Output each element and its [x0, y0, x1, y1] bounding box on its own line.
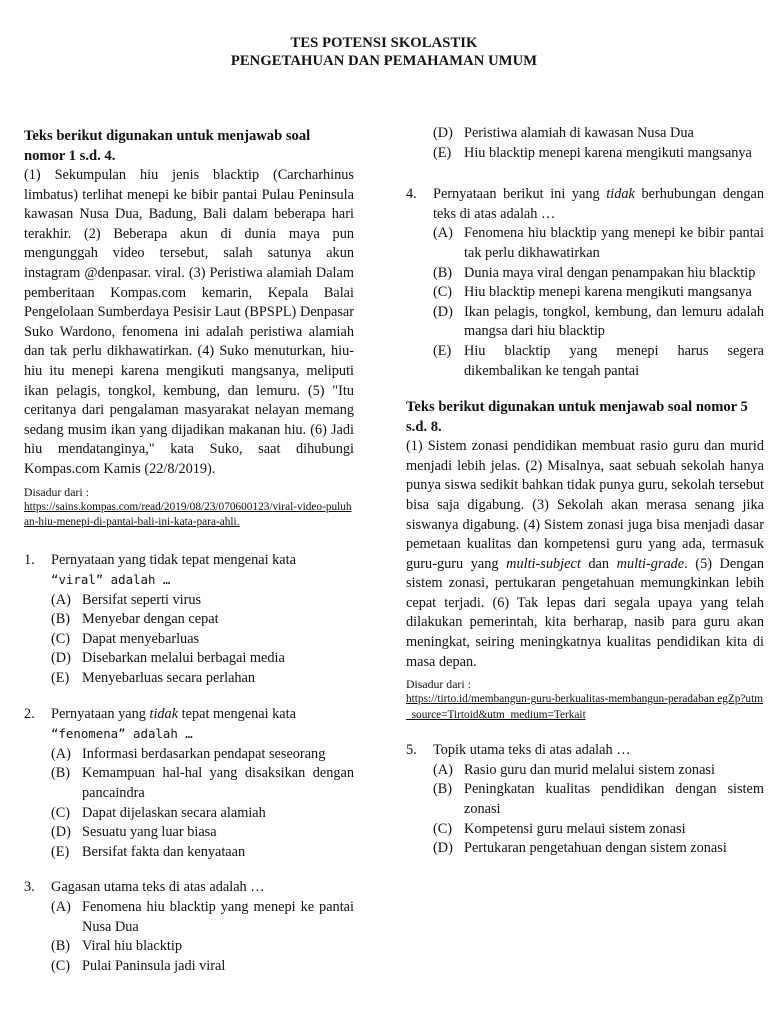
option-text: Dapat dijelaskan secara alamiah: [82, 804, 266, 821]
stem-text-2: “viral” adalah …: [51, 572, 171, 588]
question-stem: [433, 185, 764, 224]
option-letter: (A): [433, 761, 453, 778]
option-text: Dunia maya viral dengan penampakan hiu blacktip: [464, 264, 756, 281]
option-text: Sesuatu yang luar biasa: [82, 824, 217, 841]
option-letter: (C): [51, 804, 71, 821]
right-column: [406, 126, 764, 859]
option-c[interactable]: [24, 630, 354, 650]
option-letter: (A): [51, 591, 71, 608]
option-text: Pertukaran pengetahuan dengan sistem zonasi: [464, 840, 727, 857]
option-a[interactable]: [406, 224, 764, 263]
question-number: 5.: [406, 742, 417, 759]
section-2-source-link[interactable]: https://tirto.id/membangun-guru-berkualitas-membangun-peradaban egZp?utm_source=Tirtoid&utm_medium=Terkait: [406, 693, 764, 721]
section-2: [406, 397, 764, 723]
option-b[interactable]: [406, 264, 764, 284]
option-a[interactable]: [406, 761, 764, 781]
option-letter: (B): [51, 765, 71, 782]
option-letter: (B): [51, 611, 71, 628]
option-letter: (D): [433, 840, 453, 857]
option-text: Fenomena hiu blacktip yang menepi ke pantai Nusa Dua: [82, 899, 354, 935]
option-d[interactable]: [406, 303, 764, 342]
option-text: Menyebar dengan cepat: [82, 611, 219, 628]
left-column: [24, 126, 354, 976]
section-2-text: [406, 437, 764, 672]
stem-text-2: tepat mengenai kata: [181, 705, 296, 722]
option-c[interactable]: [406, 283, 764, 303]
option-c[interactable]: [24, 804, 354, 824]
section-1-source-link[interactable]: https://sains.kompas.com/read/2019/08/23/070600123/viral-video-puluhan-hiu-menepi-di-pantai-bali-ini-kata-para-ahli.: [24, 500, 352, 528]
section-2-title: Teks berikut digunakan untuk menjawab soal nomor 5 s.d. 8.: [406, 399, 748, 436]
section-2-emphasis: multi-subject: [506, 555, 581, 572]
option-text: Hiu blacktip menepi karena mengikuti mangsanya: [464, 144, 752, 161]
section-2-text-part: (1) Sistem zonasi pendidikan membuat rasio guru dan murid menjadi lebih jelas. (2) Misalnya, saat sebuah sekolah hanya punya siswa sedikit bahkan tidak punya guru, sekolah tersebut bisa saja digabung. (3) Sekolah akan merasa senang jika siswanya digabung. (4) Sistem zonasi juga bisa menjadi dasar pemetaan kualitas dan kompetensi guru yang ada, termasuk guru-guru yang: [406, 438, 764, 572]
section-2-text-part: . (5) Dengan sistem zonasi, pertukaran pengetahuan memungkinkan lebih cepat terjadi. (6) Tak lepas dari segala upaya yang telah dilakukan pemerintah, kita berharap, nasib para guru akan meningkat, seiring meningkatnya kualitas pendidikan kita di masa depan.: [406, 555, 765, 670]
option-letter: (B): [51, 938, 71, 955]
option-text: Rasio guru dan murid melalui sistem zonasi: [464, 761, 715, 778]
section-1-text: (1) Sekumpulan hiu jenis blacktip (Carcharhinus limbatus) terlihat menepi ke bibir pantai Pulau Peninsula kawasan Nusa Dua, Badung, Bali dalam beberapa hari terakhir. (2) Beberapa akun di dunia maya pun mengunggah video tersebut, salah satunya akun instagram @denpasar. viral. (3) Peristiwa alamiah Dalam pemberitaan Kompas.com kemarin, Kepala Balai Pengelolaan Sumberdaya Pesisir Laut (BPSPL) Denpasar Suko Wardono, fenomena ini adalah peristiwa alamiah dan tak perlu dikhawatirkan. (4) Suko menuturkan, hiu-hiu itu menepi karena mengikuti mangsanya, meliputi ikan pelagis, tongkol, kembung, dan lemuru. (5) "Itu ceritanya dari pengalaman masyarakat nelayan memang sedang musim ikan yang dijadikan makanan hiu. (6) Jadi hiu mendatanginya," kata Suko, saat dihubungi Kompas.com Kamis (22/8/2019).: [24, 167, 354, 477]
option-letter: (E): [433, 342, 452, 359]
option-a[interactable]: [24, 745, 354, 765]
section-2-text-part: dan: [588, 555, 610, 572]
option-letter: (C): [433, 284, 453, 301]
option-letter: (E): [51, 670, 70, 687]
option-e[interactable]: [24, 843, 354, 863]
option-letter: (C): [51, 957, 71, 974]
stem-emphasis: tidak: [606, 186, 635, 203]
title-line-1: TES POTENSI SKOLASTIK: [290, 35, 478, 51]
question-number: 4.: [406, 186, 417, 203]
option-letter: (A): [51, 745, 71, 762]
section-2-source-label: Disadur dari :: [406, 677, 471, 692]
question-number: 2.: [24, 705, 35, 722]
option-c[interactable]: [24, 957, 354, 977]
page-title: [0, 34, 768, 70]
option-text: Dapat menyebarluas: [82, 630, 200, 647]
option-c[interactable]: [406, 820, 764, 840]
option-d[interactable]: [24, 649, 354, 669]
option-b[interactable]: [24, 764, 354, 803]
option-text: Ikan pelagis, tongkol, kembung, dan lemuru adalah mangsa dari hiu blacktip: [464, 303, 764, 340]
stem-text: Pernyataan yang: [51, 705, 146, 722]
option-e[interactable]: [406, 144, 764, 164]
option-a[interactable]: [24, 898, 354, 937]
question-1: [24, 551, 354, 689]
option-text: Kemampuan hal-hal yang disaksikan dengan pancaindra: [82, 765, 354, 802]
question-5: [406, 741, 764, 859]
option-a[interactable]: [24, 591, 354, 611]
option-text: Bersifat seperti virus: [82, 591, 202, 608]
option-letter: (A): [433, 225, 453, 242]
section-2-emphasis: multi-grade: [616, 555, 685, 572]
option-text: Peristiwa alamiah di kawasan Nusa Dua: [464, 125, 694, 141]
stem-text: Pernyataan yang tidak tepat mengenai kata: [51, 551, 296, 568]
option-text: Kompetensi guru melaui sistem zonasi: [464, 820, 686, 837]
question-number: 1.: [24, 551, 35, 568]
option-letter: (E): [433, 144, 452, 161]
question-4: [406, 185, 764, 381]
section-1-title: Teks berikut digunakan untuk menjawab soal nomor 1 s.d. 4.: [24, 128, 311, 164]
option-letter: (D): [433, 303, 453, 320]
option-e[interactable]: [406, 342, 764, 381]
option-text: Bersifat fakta dan kenyataan: [82, 843, 246, 860]
question-3: [24, 878, 354, 976]
option-letter: (B): [433, 264, 453, 281]
option-b[interactable]: [24, 610, 354, 630]
option-e[interactable]: [24, 669, 354, 689]
option-text: Peningkatan kualitas pendidikan dengan sistem zonasi: [464, 781, 764, 818]
option-text: Menyebarluas secara perlahan: [82, 670, 256, 687]
question-2: [24, 705, 354, 863]
option-text: Fenomena hiu blacktip yang menepi ke bibir pantai tak perlu dikhawatirkan: [464, 225, 764, 261]
option-letter: (A): [51, 899, 71, 915]
stem-text-3: “fenomena” adalah …: [51, 726, 193, 742]
option-letter: (E): [51, 843, 70, 860]
option-b[interactable]: [406, 780, 764, 819]
option-letter: (D): [433, 125, 453, 141]
question-3-continued: [406, 124, 764, 163]
option-text: Informasi berdasarkan pendapat seseorang: [82, 745, 326, 762]
stem-text: Pernyataan berikut ini yang: [433, 186, 600, 203]
option-text: Hiu blacktip yang menepi harus segera dikembalikan ke tengah pantai: [464, 342, 764, 379]
title-line-2: PENGETAHUAN DAN PEMAHAMAN UMUM: [230, 53, 538, 69]
stem-text-2: berhubungan dengan teks di atas adalah …: [433, 186, 765, 222]
option-text: Hiu blacktip menepi karena mengikuti mangsanya: [464, 284, 752, 301]
question-stem: Gagasan utama teks di atas adalah …: [51, 879, 265, 896]
option-letter: (C): [433, 820, 453, 837]
option-letter: (B): [433, 781, 453, 798]
question-stem: [51, 551, 354, 591]
question-stem: [51, 705, 354, 745]
option-d[interactable]: [24, 823, 354, 843]
option-text: Disebarkan melalui berbagai media: [82, 650, 285, 667]
option-text: Pulai Paninsula jadi viral: [82, 957, 226, 974]
option-text: Viral hiu blacktip: [82, 938, 182, 955]
section-1-source-label: Disadur dari :: [24, 484, 89, 499]
option-letter: (D): [51, 650, 71, 667]
option-d[interactable]: [406, 839, 764, 859]
option-b[interactable]: [24, 937, 354, 957]
option-letter: (D): [51, 824, 71, 841]
option-letter: (C): [51, 630, 71, 647]
question-stem: Topik utama teks di atas adalah …: [433, 742, 631, 759]
option-d[interactable]: [406, 124, 764, 144]
question-number: 3.: [24, 879, 35, 896]
stem-emphasis: tidak: [149, 705, 179, 722]
